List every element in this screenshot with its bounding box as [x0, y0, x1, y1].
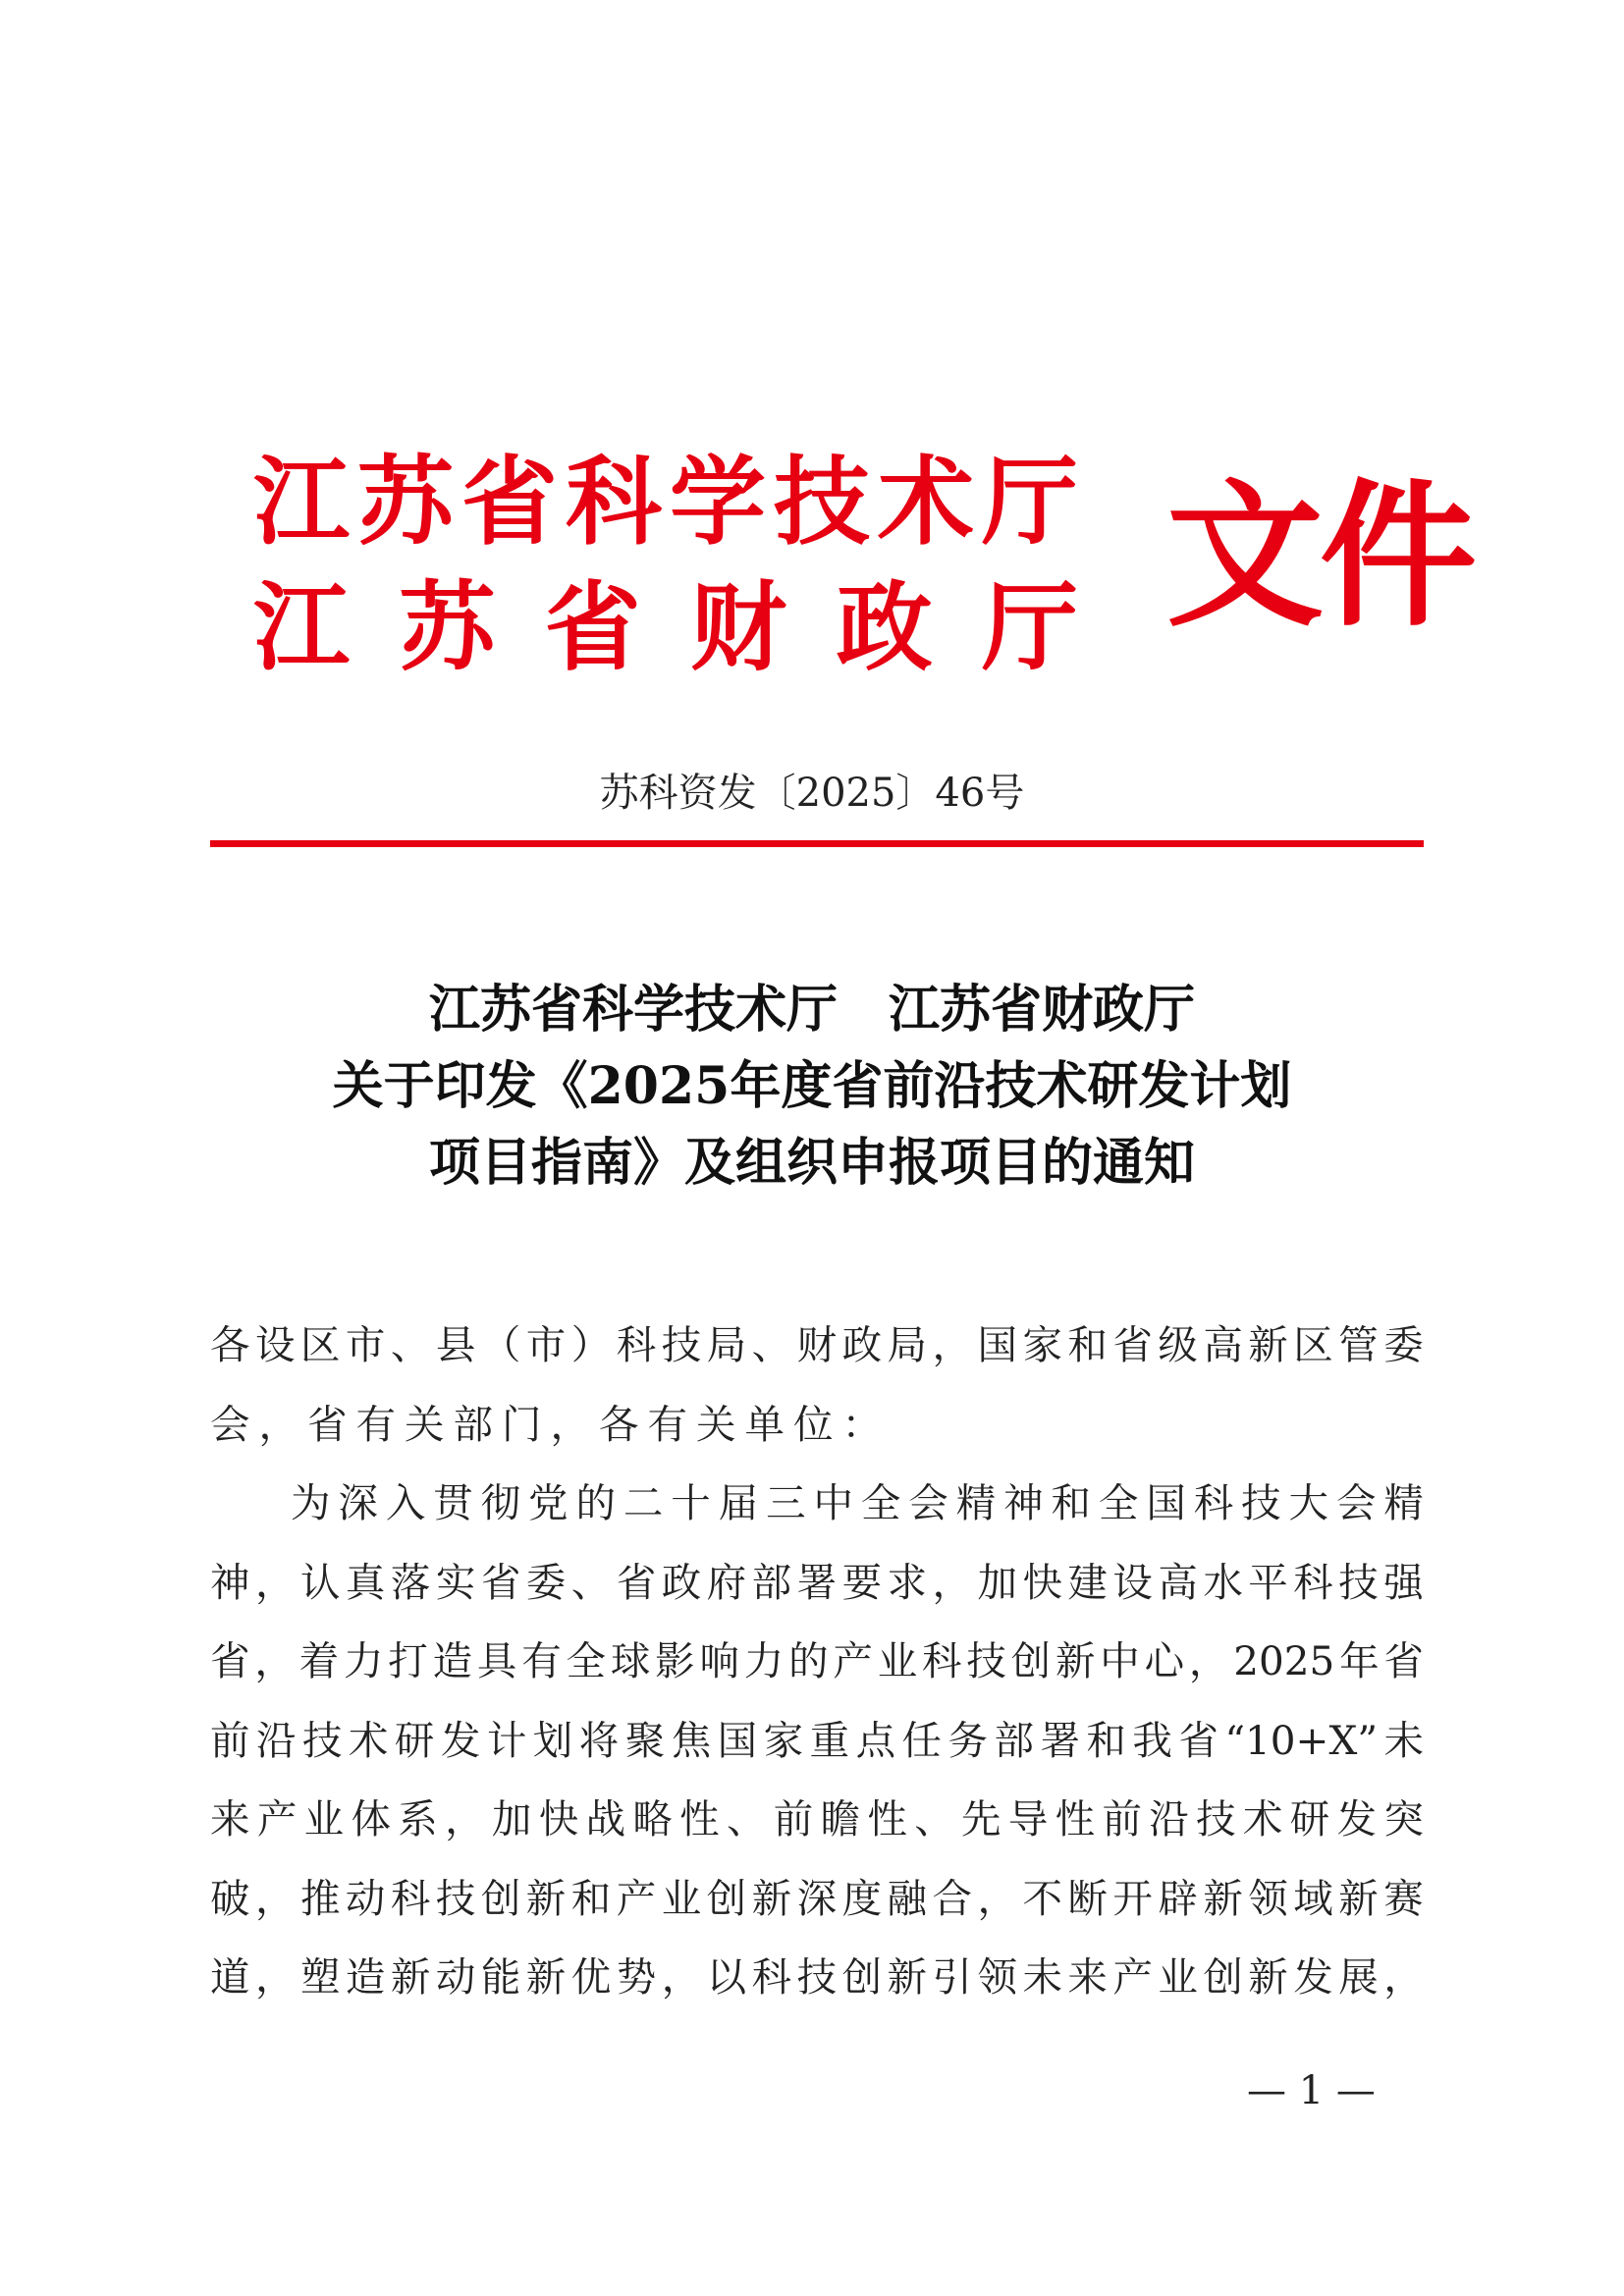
issuer-line-science-tech: 江 苏 省 科 学 技 术 厅 — [253, 447, 1078, 559]
body-line: 来 产 业 体 系 ， 加 快 战 略 性 、 前 瞻 性 、 先 导 性 前 沿 技 术 研 发 突 — [210, 1795, 1424, 1842]
body-line: 各 设 区 市 、 县 （ 市 ） 科 技 局 、 财 政 局 ， 国 家 和 省 级 高 新 区 管 委 — [210, 1321, 1424, 1368]
body-line: 会，省有关部门，各有关单位： — [210, 1400, 891, 1448]
body-line: 前 沿 技 术 研 发 计 划 将 聚 焦 国 家 重 点 任 务 部 署 和 我 省 “10+X” 未 — [210, 1716, 1424, 1764]
body-line: 为 深 入 贯 彻 党 的 二 十 届 三 中 全 会 精 神 和 全 国 科 技 大 会 精 — [291, 1479, 1424, 1526]
document-issuer-block — [253, 440, 1078, 691]
body-line: 省 ， 着 力 打 造 具 有 全 球 影 响 力 的 产 业 科 技 创 新 中 心 ， 2025 年 省 — [210, 1637, 1424, 1684]
body-line: 道 ， 塑 造 新 动 能 新 优 势 ， 以 科 技 创 新 引 领 未 来 产 业 创 新 发 展 ， — [210, 1953, 1424, 2001]
document-number: 苏科资发〔2025〕46号 — [599, 771, 1025, 816]
body-line: 破 ， 推 动 科 技 创 新 和 产 业 创 新 深 度 融 合 ， 不 断 开 辟 新 领 域 新 赛 — [210, 1874, 1424, 1922]
document-type-label: 文件 — [1166, 464, 1474, 648]
title-line-2: 关于印发《2025年度省前沿技术研发计划 — [332, 1056, 1292, 1116]
issuer-line-finance: 江 苏 省 财 政 厅 — [253, 572, 1078, 684]
title-issuer-finance: 江苏省财政厅 — [889, 980, 1196, 1040]
body-line: 神 ， 认 真 落 实 省 委 、 省 政 府 部 署 要 求 ， 加 快 建 设 高 水 平 科 技 强 — [210, 1558, 1424, 1606]
document-title — [0, 972, 1624, 1201]
title-issuer-science-tech: 江苏省科学技术厅 — [428, 980, 838, 1040]
document-body — [210, 1306, 1424, 2017]
title-line-3: 项目指南》及组织申报项目的通知 — [428, 1133, 1195, 1193]
red-divider-line — [210, 840, 1424, 847]
page-number: — 1 — — [1247, 2068, 1376, 2113]
title-line-1 — [0, 972, 1624, 1048]
